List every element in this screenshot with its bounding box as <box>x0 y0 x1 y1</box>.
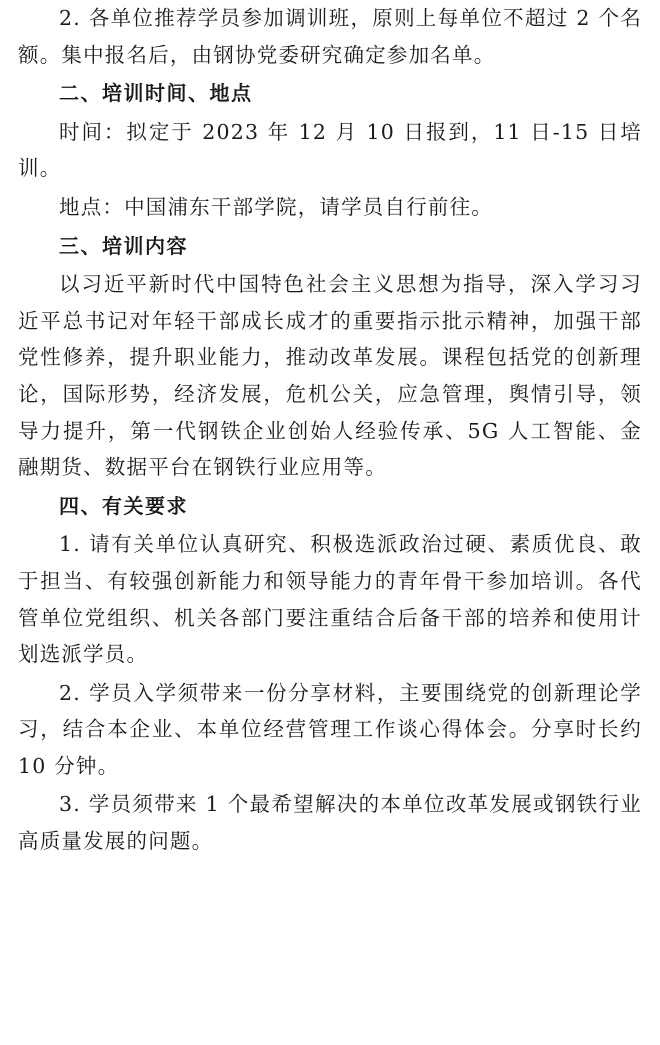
paragraph-requirement-2: 2. 学员入学须带来一份分享材料，主要围绕党的创新理论学习，结合本企业、本单位经营管理工作谈心得体会。分享时长约 10 分钟。 <box>18 680 642 778</box>
paragraph-requirement-3: 3. 学员须带来 1 个最希望解决的本单位改革发展或钢铁行业高质量发展的问题。 <box>18 792 642 854</box>
paragraph-recommend-quota: 2. 各单位推荐学员参加调训班，原则上每单位不超过 2 个名额。集中报名后，由钢协党委研究确定参加名单。 <box>18 6 642 67</box>
section-heading-content: 三、培训内容 <box>59 233 188 258</box>
paragraph-time: 时间：拟定于 2023 年 12 月 10 日报到，11 日-15 日培训。 <box>18 119 642 181</box>
section-heading-requirements: 四、有关要求 <box>59 493 188 518</box>
section-heading-time-place: 二、培训时间、地点 <box>59 81 253 106</box>
paragraph-training-content: 以习近平新时代中国特色社会主义思想为指导，深入学习习近平总书记对年轻干部成长成才的重要指示批示精神，加强干部党性修养，提升职业能力，推动改革发展。课程包括党的创新理论，国际形势，经济发展，危机公关，应急管理，舆情引导，领导力提升，第一代钢铁企业创始人经验传承、5G 人工智能、金融期货、数据平台在钢铁行业应用等。 <box>18 272 642 480</box>
paragraph-requirement-1: 1. 请有关单位认真研究、积极选派政治过硬、素质优良、敢于担当、有较强创新能力和领导能力的青年骨干参加培训。各代管单位党组织、机关各部门要注重结合后备干部的培养和使用计划选派学员。 <box>18 532 642 667</box>
paragraph-place: 地点：中国浦东干部学院，请学员自行前往。 <box>59 194 493 219</box>
